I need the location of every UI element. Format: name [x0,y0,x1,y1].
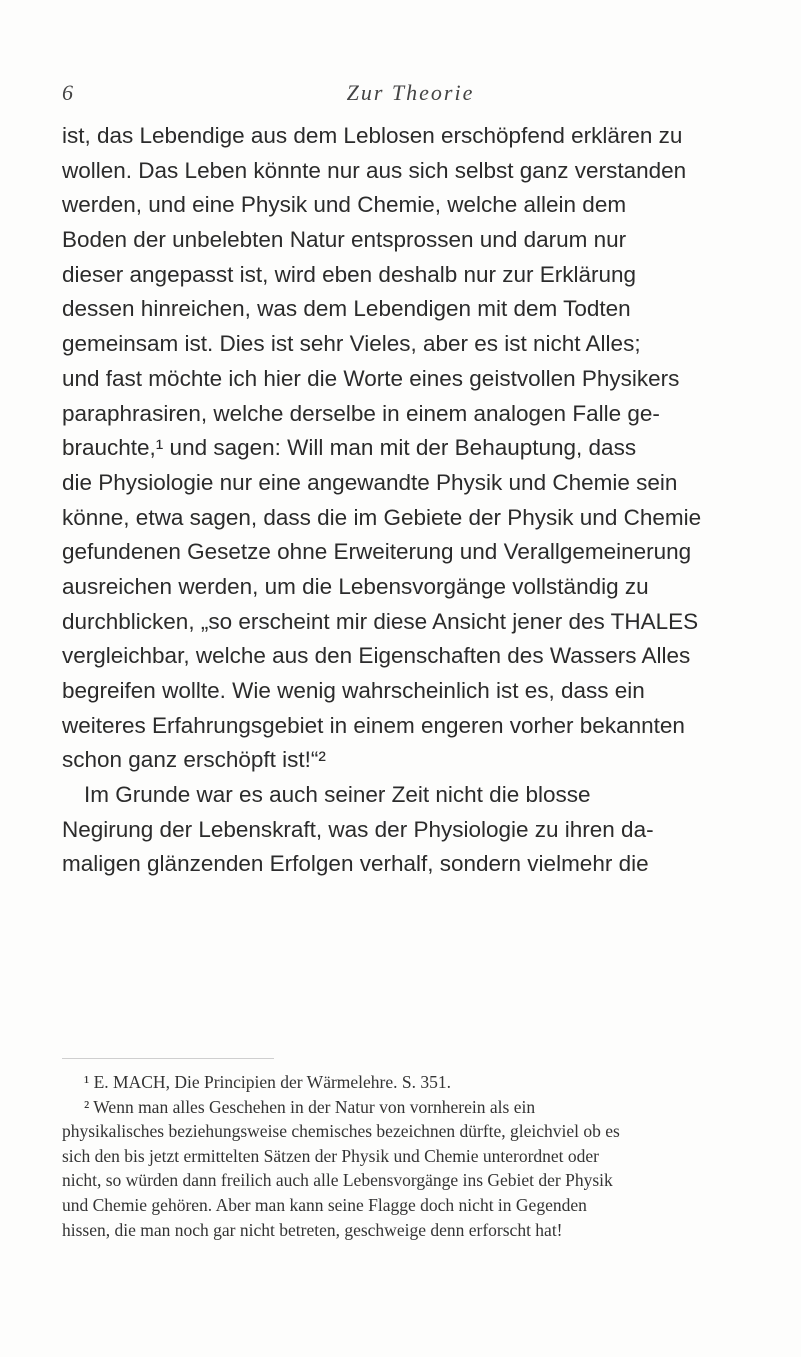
text-line: wollen. Das Leben könnte nur aus sich selbst ganz verstanden [62,157,687,183]
text-line: werden, und eine Physik und Chemie, welche allein dem [62,192,627,218]
footnote-divider [62,1058,274,1059]
text-line: weiteres Erfahrungsgebiet in einem engeren vorher bekannten [62,712,685,738]
footnotes [62,1070,744,1242]
text-line: und fast möchte ich hier die Worte eines geistvollen Physikers [62,365,680,391]
footnote-line: und Chemie gehören. Aber man kann seine Flagge doch nicht in Gegenden [62,1194,587,1215]
footnote-line: sich den bis jetzt ermittelten Sätzen der Physik und Chemie unterordnet oder [62,1145,600,1166]
text-line: begreifen wollte. Wie wenig wahrscheinlich ist es, dass ein [62,678,645,703]
main-text [62,119,744,882]
text-line: paraphrasiren, welche derselbe in einem analogen Falle ge- [62,400,660,426]
text-line: dieser angepasst ist, wird eben deshalb nur zur Erklärung [62,261,637,287]
page-number: 6 [62,80,73,105]
footnote-line: hissen, die man noch gar nicht betreten, geschweige denn erforscht hat! [62,1219,563,1240]
text-line: schon ganz erschöpft ist!“² [62,747,326,773]
running-head [0,80,801,120]
text-line: die Physiologie nur eine angewandte Physik und Chemie sein [62,469,678,495]
text-line: dessen hinreichen, was dem Lebendigen mit dem Todten [62,296,631,322]
footnote-line: physikalisches beziehungsweise chemisches bezeichnen dürfte, gleichviel ob es [62,1121,620,1142]
text-line: Negirung der Lebenskraft, was der Physiologie zu ihren da- [62,816,654,842]
text-line: brauchte,¹ und sagen: Will man mit der Behauptung, dass [62,435,637,461]
text-line: Boden der unbelebten Natur entsprossen und darum nur [62,227,627,253]
text-line: gefundenen Gesetze ohne Erweiterung und Verallgemeinerung [62,539,692,565]
text-line: ausreichen werden, um die Lebensvorgänge vollständig zu [62,573,649,599]
text-line: Im Grunde war es auch seiner Zeit nicht die blosse [84,782,591,808]
text-line: vergleichbar, welche aus den Eigenschaften des Wassers Alles [62,643,691,669]
text-line: maligen glänzenden Erfolgen verhalf, sondern vielmehr die [62,851,649,877]
text-line: ist, das Lebendige aus dem Leblosen erschöpfend erklären zu [62,123,683,148]
footnote-line: ² Wenn man alles Geschehen in der Natur von vornherein als ein [84,1096,536,1117]
text-line: könne, etwa sagen, dass die im Gebiete der Physik und Chemie [62,504,702,530]
text-line: gemeinsam ist. Dies ist sehr Vieles, aber es ist nicht Alles; [62,331,641,357]
footnote-line: ¹ E. MACH, Die Principien der Wärmelehre. S. 351. [84,1072,451,1092]
footnote-line: nicht, so würden dann freilich auch alle Lebensvorgänge ins Gebiet der Physik [62,1170,613,1191]
text-line: durchblicken, „so erscheint mir diese Ansicht jener des THALES [62,608,699,634]
running-title: Zur Theorie [346,80,475,105]
